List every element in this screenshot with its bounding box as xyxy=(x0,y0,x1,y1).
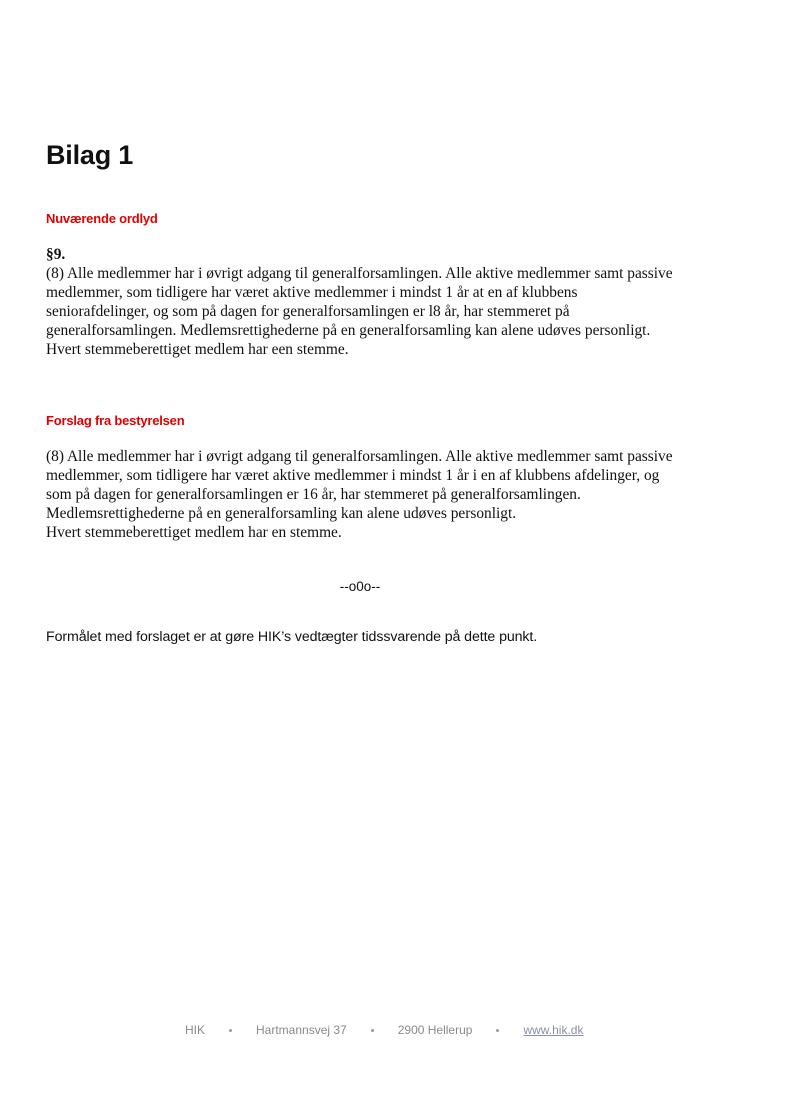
section-separator: --o0o-- xyxy=(339,579,381,594)
text-line: (8) Alle medlemmer har i øvrigt adgang til generalforsamlingen. Alle aktive medlemmer samt passive xyxy=(46,448,673,465)
page-footer xyxy=(185,1021,583,1039)
text-line: medlemmer, som tidligere har været aktive medlemmer i mindst 1 år at en af klubbens xyxy=(46,283,578,301)
text-line: Hvert stemmeberettiget medlem har en stemme. xyxy=(46,523,342,541)
text-line: medlemmer, som tidligere har været aktive medlemmer i mindst 1 år i en af klubbens afdelinger, og xyxy=(46,466,660,484)
footer-website-link[interactable]: www.hik.dk xyxy=(523,1023,584,1037)
current-wording-text xyxy=(46,246,746,359)
text-line: seniorafdelinger, og som på dagen for generalforsamlingen er l8 år, har stemmeret på xyxy=(46,302,570,320)
paragraph-sign: §9. xyxy=(46,246,66,263)
bullet-separator-icon xyxy=(371,1029,374,1032)
text-line: Hvert stemmeberettiget medlem har een stemme. xyxy=(46,340,349,358)
bullet-separator-icon xyxy=(229,1029,232,1032)
text-line: Medlemsrettighederne på en generalforsamling kan alene udøves personligt. xyxy=(46,504,517,522)
footer-org: HIK xyxy=(185,1023,206,1037)
text-line: som på dagen for generalforsamlingen er 16 år, har stemmeret på generalforsamlingen. xyxy=(46,485,581,503)
document-title: Bilag 1 xyxy=(46,140,134,170)
board-proposal-label: Forslag fra bestyrelsen xyxy=(46,413,185,428)
board-proposal-text xyxy=(46,448,746,543)
current-wording-label: Nuværende ordlyd xyxy=(46,211,158,226)
footer-address: Hartmannsvej 37 xyxy=(256,1023,347,1037)
text-line: generalforsamlingen. Medlemsrettighederne på en generalforsamling kan alene udøves personligt. xyxy=(46,321,651,339)
purpose-statement: Formålet med forslaget er at gøre HIK’s vedtægter tidssvarende på dette punkt. xyxy=(46,629,538,645)
bullet-separator-icon xyxy=(496,1029,499,1032)
footer-city: 2900 Hellerup xyxy=(397,1023,473,1037)
text-line: (8) Alle medlemmer har i øvrigt adgang til generalforsamlingen. Alle aktive medlemmer samt passive xyxy=(46,264,673,282)
